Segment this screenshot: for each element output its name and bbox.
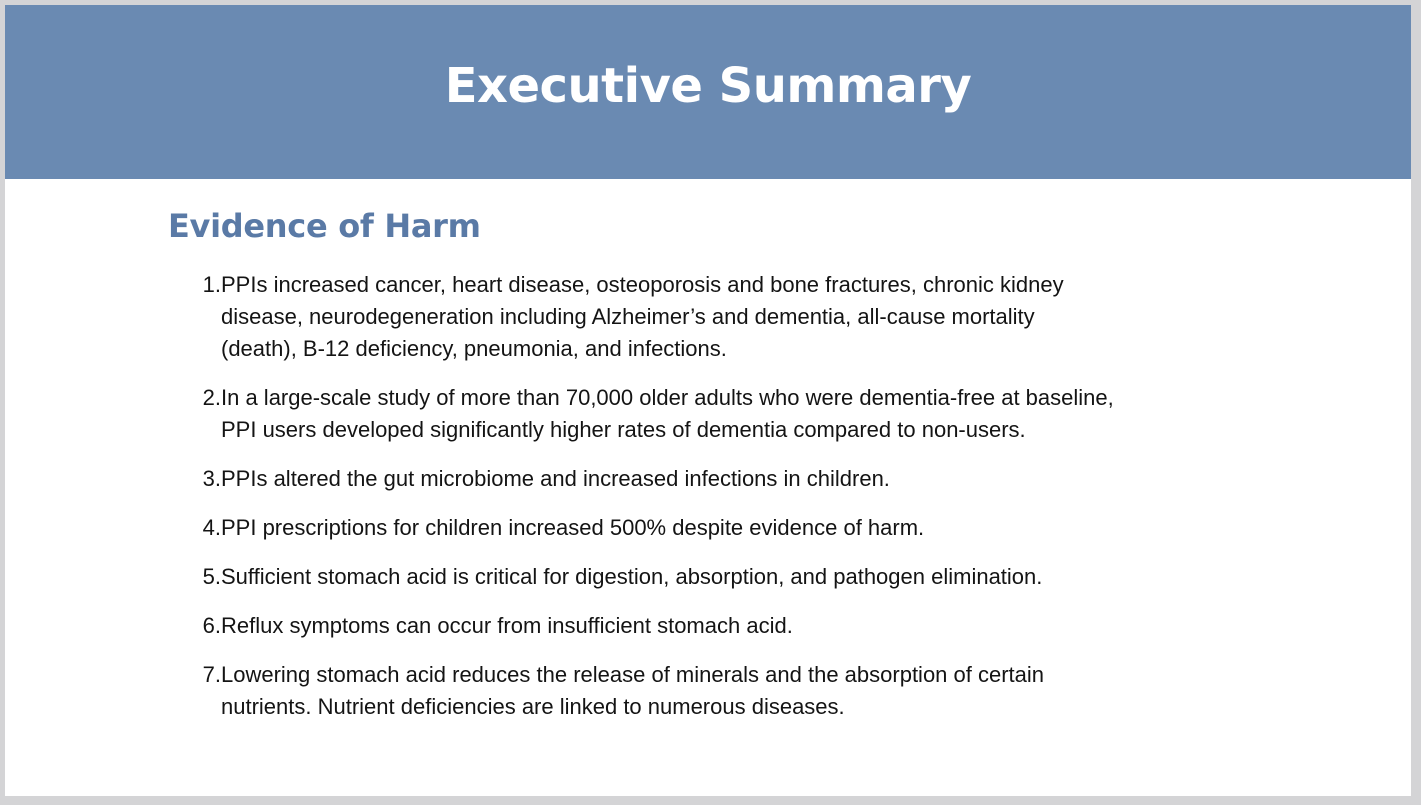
list-item-line: PPIs altered the gut microbiome and increased infections in children. xyxy=(221,466,890,491)
list-item-line: PPI users developed significantly higher rates of dementia compared to non-users. xyxy=(221,417,1026,442)
list-item xyxy=(191,659,1271,723)
list-item xyxy=(191,463,1271,495)
list-item-text xyxy=(221,269,1271,365)
slide xyxy=(5,5,1411,796)
list-item-number: 3. xyxy=(202,466,221,491)
list-item-number: 5. xyxy=(202,564,221,589)
list-item-number: 2. xyxy=(202,385,221,410)
list-item-line: PPIs increased cancer, heart disease, osteoporosis and bone fractures, chronic kidney xyxy=(221,272,1064,297)
list-item-line: disease, neurodegeneration including Alzheimer’s and dementia, all-cause mortality xyxy=(221,304,1035,329)
list-item xyxy=(191,610,1271,642)
list-item-line: Reflux symptoms can occur from insufficient stomach acid. xyxy=(221,613,793,638)
list-item-text xyxy=(221,610,1271,642)
list-item-line: Lowering stomach acid reduces the release of minerals and the absorption of certain xyxy=(221,662,1045,687)
slide-title: Executive Summary xyxy=(444,58,972,114)
list-item-text xyxy=(221,463,1271,495)
list-item xyxy=(191,382,1271,446)
section-heading: Evidence of Harm xyxy=(168,207,481,245)
list-item-text xyxy=(221,561,1271,593)
list-item-line: nutrients. Nutrient deficiencies are linked to numerous diseases. xyxy=(221,694,845,719)
list-item-text xyxy=(221,512,1271,544)
list-item-text xyxy=(221,382,1271,446)
list-item-line: In a large-scale study of more than 70,000 older adults who were dementia-free at baseline, xyxy=(221,385,1114,410)
list-item-line: Sufficient stomach acid is critical for digestion, absorption, and pathogen elimination. xyxy=(221,564,1043,589)
list-item-line: PPI prescriptions for children increased 500% despite evidence of harm. xyxy=(221,515,925,540)
list-item-text xyxy=(221,659,1271,723)
list-item-number: 7. xyxy=(202,662,221,687)
list-item-number: 4. xyxy=(202,515,221,540)
list-item xyxy=(191,561,1271,593)
list-item xyxy=(191,269,1271,365)
header-band xyxy=(5,5,1411,179)
list-item-line: (death), B-12 deficiency, pneumonia, and infections. xyxy=(221,336,727,361)
list-item-number: 1. xyxy=(202,272,221,297)
list-item xyxy=(191,512,1271,544)
list-item-number: 6. xyxy=(202,613,221,638)
evidence-list xyxy=(191,269,1271,740)
